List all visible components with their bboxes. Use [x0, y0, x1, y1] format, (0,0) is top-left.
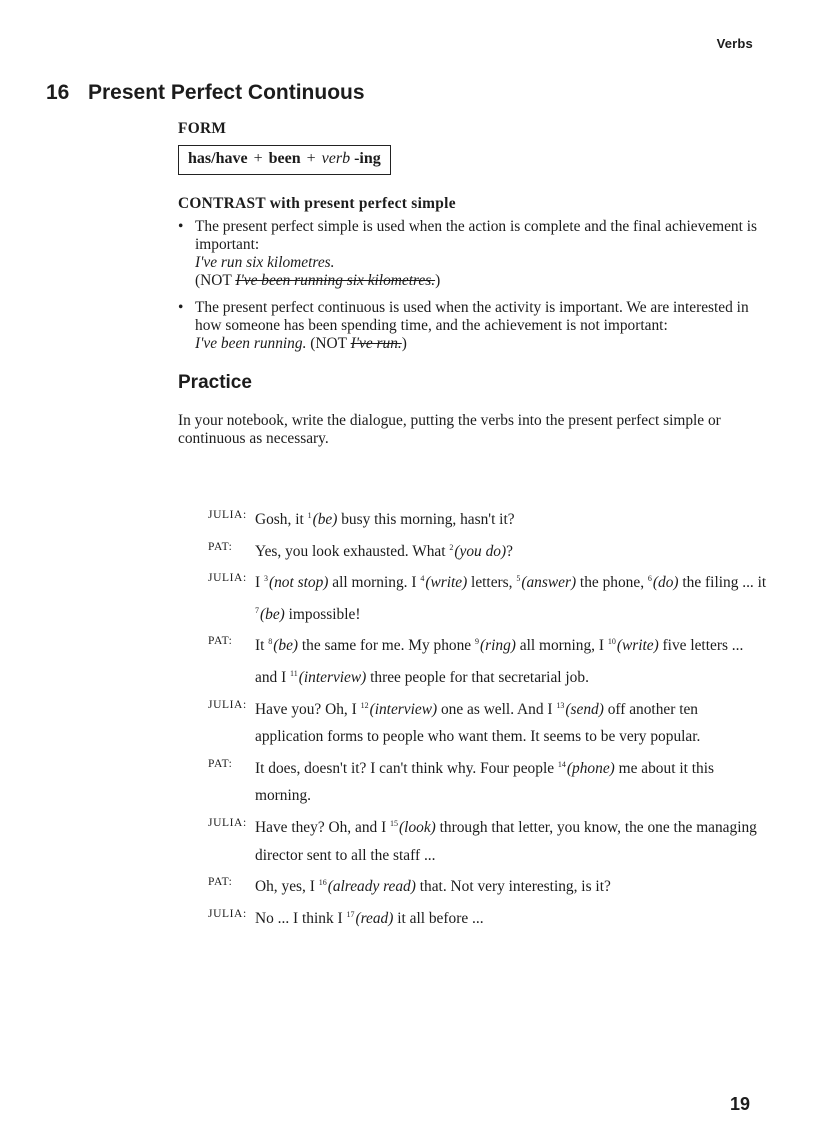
- dialogue-turn: [208, 810, 768, 869]
- dialogue-turn: [208, 869, 768, 901]
- dialogue-text: It does, doesn't it? I can't think why. Four people: [255, 759, 558, 777]
- formula-verb: verb: [321, 150, 351, 167]
- form-label: FORM: [178, 120, 227, 137]
- verb-prompt: (read): [355, 909, 394, 927]
- verb-prompt: (answer): [521, 574, 577, 592]
- speaker-label: PAT:: [208, 635, 233, 648]
- dialogue-turn: [208, 502, 768, 534]
- speaker-label: PAT:: [208, 876, 233, 889]
- unit-number: 16: [46, 81, 70, 104]
- speaker-label: JULIA:: [208, 509, 247, 521]
- verb-prompt: (ring): [479, 637, 516, 655]
- gap-number: 7: [255, 605, 259, 615]
- dialogue-turn: [208, 565, 768, 628]
- dialogue-text: it all before ...: [393, 909, 484, 927]
- dialogue-text: me about it this morning.: [255, 759, 714, 805]
- not-open: (NOT: [195, 272, 236, 289]
- dialogue-text: Yes, you look exhausted. What: [255, 542, 450, 560]
- bullet-dot: •: [178, 299, 184, 316]
- gap-number: 16: [318, 878, 327, 888]
- dialogue-text: the same for me. My phone: [298, 637, 475, 655]
- gap-number: 11: [290, 668, 298, 678]
- speaker-label: PAT:: [208, 540, 233, 553]
- gap-number: 12: [360, 700, 369, 710]
- gap-number: 14: [557, 759, 566, 769]
- form-formula-box: [178, 145, 391, 175]
- verb-prompt: (interview): [369, 700, 438, 718]
- not-close: ): [401, 335, 407, 352]
- dialogue-text: impossible!: [284, 605, 361, 623]
- dialogue-text: It: [255, 637, 269, 655]
- gap-number: 6: [647, 574, 652, 584]
- verb-prompt: (already read): [327, 878, 416, 896]
- gap-number: 2: [449, 542, 454, 552]
- dialogue-turn: [208, 628, 768, 691]
- dialogue-text: the phone,: [576, 574, 648, 592]
- dialogue-text: letters,: [467, 574, 517, 592]
- bullet-dot: •: [178, 218, 184, 235]
- verb-prompt: (write): [425, 574, 468, 592]
- page-number: 19: [729, 1094, 750, 1114]
- practice-heading: Practice: [178, 372, 252, 393]
- contrast-item-continuous: [178, 299, 758, 353]
- contrast-list: [178, 218, 758, 353]
- dialogue-turn: [208, 692, 768, 751]
- verb-prompt: (send): [565, 700, 604, 718]
- contrast-text: The present perfect continuous is used when the activity is important. We are interested in how someone has been spending time, and the achievement is not important:: [195, 299, 749, 334]
- formula-been: been: [268, 150, 301, 167]
- unit-heading: [46, 81, 365, 105]
- grammar-section: [178, 120, 758, 448]
- dialogue-text: I: [255, 574, 264, 592]
- verb-prompt: (not stop): [268, 574, 329, 592]
- speaker-label: PAT:: [208, 757, 233, 770]
- speaker-label: JULIA:: [208, 816, 247, 829]
- formula-has-have: has/have: [188, 150, 248, 167]
- contrast-label: CONTRAST with present perfect simple: [178, 195, 456, 212]
- gap-number: 8: [268, 637, 273, 647]
- dialogue-text: three people for that secretarial job.: [366, 668, 589, 686]
- contrast-item-simple: [178, 218, 758, 290]
- verb-prompt: (phone): [566, 759, 615, 777]
- formula-plus: +: [306, 150, 316, 167]
- dialogue-text: that. Not very interesting, is it?: [415, 878, 611, 896]
- gap-number: 1: [307, 511, 312, 520]
- contrast-text: The present perfect simple is used when the action is complete and the final achievement is important:: [195, 218, 757, 253]
- contrast-example: I've been running.: [195, 335, 307, 352]
- dialogue-text: off another ten application forms to people who want them. It seems to be very popular.: [255, 700, 701, 746]
- verb-prompt: (be): [312, 511, 338, 528]
- verb-prompt: (interview): [298, 668, 367, 686]
- practice-instructions: In your notebook, write the dialogue, putting the verbs into the present perfect simple or continuous as necessary.: [178, 412, 721, 447]
- dialogue-turn: [208, 751, 768, 810]
- speaker-label: JULIA:: [208, 572, 247, 585]
- dialogue-turn: [208, 901, 768, 933]
- gap-number: 9: [474, 637, 479, 647]
- verb-prompt: (do): [652, 574, 679, 592]
- not-open: (NOT: [310, 335, 351, 352]
- contrast-example: I've run six kilometres.: [195, 254, 335, 271]
- dialogue-text: one as well. And I: [437, 700, 557, 718]
- gap-number: 13: [556, 700, 565, 710]
- dialogue-text: through that letter, you know, the one the managing director sent to all the staff ...: [255, 818, 757, 864]
- dialogue-text: five letters ... and I: [255, 637, 744, 686]
- verb-prompt: (you do): [454, 542, 507, 560]
- dialogue-text: all morning, I: [515, 637, 608, 655]
- struck-example: I've been running six kilometres.: [235, 272, 436, 289]
- speaker-label: JULIA:: [208, 698, 247, 711]
- dialogue-text: Have they? Oh, and I: [255, 818, 391, 836]
- dialogue-turn: [208, 534, 768, 566]
- gap-number: 5: [516, 574, 521, 584]
- formula-ing: -ing: [354, 150, 381, 167]
- gap-number: 4: [420, 574, 425, 584]
- speaker-label: JULIA:: [208, 907, 247, 920]
- running-head: Verbs: [716, 36, 753, 51]
- gap-number: 15: [390, 818, 399, 828]
- gap-number: 17: [346, 909, 355, 919]
- verb-prompt: (be): [273, 637, 299, 655]
- not-close: ): [435, 272, 441, 289]
- dialogue-text: all morning. I: [328, 574, 421, 592]
- gap-number: 3: [263, 574, 268, 584]
- dialogue-text: No ... I think I: [255, 909, 347, 927]
- unit-title: Present Perfect Continuous: [88, 81, 365, 104]
- dialogue-text: busy this morning, hasn't it?: [337, 511, 515, 528]
- dialogue: [208, 502, 768, 932]
- dialogue-text: the filing ... it: [678, 574, 767, 592]
- dialogue-text: ?: [506, 542, 513, 560]
- dialogue-text: Oh, yes, I: [255, 878, 319, 896]
- struck-example: I've run.: [350, 335, 402, 352]
- dialogue-text: Have you? Oh, I: [255, 700, 361, 718]
- verb-prompt: (look): [399, 818, 436, 836]
- dialogue-text: Gosh, it: [255, 511, 308, 528]
- verb-prompt: (write): [616, 637, 659, 655]
- verb-prompt: (be): [260, 605, 285, 623]
- gap-number: 10: [607, 637, 616, 647]
- formula-plus: +: [253, 150, 263, 167]
